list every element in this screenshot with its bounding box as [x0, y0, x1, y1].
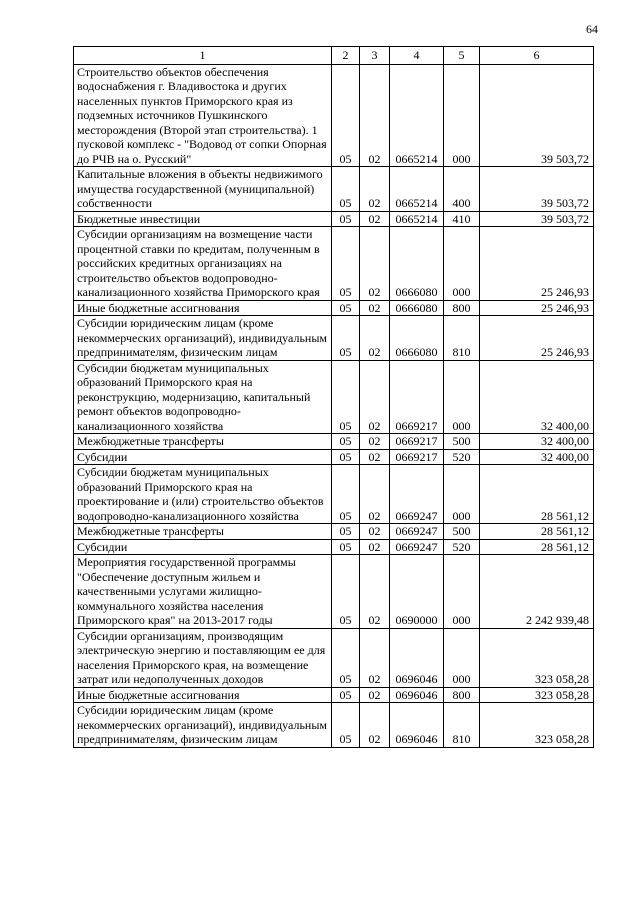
target-article-cell: 0669217 — [390, 434, 444, 450]
expense-type-cell: 000 — [444, 555, 480, 629]
subsection-code-cell: 02 — [360, 167, 390, 212]
table-row — [74, 449, 594, 465]
section-code-cell: 05 — [332, 360, 360, 434]
subsection-code-cell: 02 — [360, 703, 390, 748]
expense-type-cell: 800 — [444, 687, 480, 703]
subsection-code-cell: 02 — [360, 465, 390, 524]
row-name-cell: Субсидии организациям на возмещение части процентной ставки по кредитам, полученным в российских кредитных организациях на строительство объектов водопроводно-канализационного хозяйства Приморского края — [74, 227, 332, 301]
amount-cell: 2 242 939,48 — [480, 555, 594, 629]
table-row — [74, 360, 594, 434]
section-code-cell: 05 — [332, 687, 360, 703]
target-article-cell: 0669247 — [390, 524, 444, 540]
expense-type-cell: 400 — [444, 167, 480, 212]
expense-type-cell: 000 — [444, 64, 480, 167]
amount-cell: 28 561,12 — [480, 539, 594, 555]
amount-cell: 25 246,93 — [480, 316, 594, 361]
section-code-cell: 05 — [332, 167, 360, 212]
target-article-cell: 0665214 — [390, 211, 444, 227]
section-code-cell: 05 — [332, 434, 360, 450]
target-article-cell: 0666080 — [390, 227, 444, 301]
subsection-code-cell: 02 — [360, 227, 390, 301]
amount-cell: 25 246,93 — [480, 300, 594, 316]
row-name-cell: Иные бюджетные ассигнования — [74, 687, 332, 703]
table-row — [74, 703, 594, 748]
section-code-cell: 05 — [332, 316, 360, 361]
expense-type-cell: 410 — [444, 211, 480, 227]
section-code-cell: 05 — [332, 465, 360, 524]
table-row — [74, 300, 594, 316]
subsection-code-cell: 02 — [360, 449, 390, 465]
target-article-cell: 0669217 — [390, 360, 444, 434]
amount-cell: 28 561,12 — [480, 524, 594, 540]
target-article-cell: 0669217 — [390, 449, 444, 465]
target-article-cell: 0690000 — [390, 555, 444, 629]
amount-cell: 323 058,28 — [480, 628, 594, 687]
table-row — [74, 555, 594, 629]
target-article-cell: 0665214 — [390, 167, 444, 212]
subsection-code-cell: 02 — [360, 555, 390, 629]
expense-type-cell: 500 — [444, 434, 480, 450]
target-article-cell: 0665214 — [390, 64, 444, 167]
expense-type-cell: 000 — [444, 360, 480, 434]
row-name-cell: Субсидии юридическим лицам (кроме некоммерческих организаций), индивидуальным предпринимателям, физическим лицам — [74, 316, 332, 361]
row-name-cell: Капитальные вложения в объекты недвижимого имущества государственной (муниципальной) собственности — [74, 167, 332, 212]
table-header-row — [74, 47, 594, 65]
row-name-cell: Межбюджетные трансферты — [74, 524, 332, 540]
amount-cell: 39 503,72 — [480, 64, 594, 167]
header-cell: 4 — [390, 47, 444, 65]
amount-cell: 32 400,00 — [480, 360, 594, 434]
header-cell: 6 — [480, 47, 594, 65]
table-row — [74, 227, 594, 301]
amount-cell: 32 400,00 — [480, 449, 594, 465]
expense-type-cell: 810 — [444, 703, 480, 748]
amount-cell: 323 058,28 — [480, 687, 594, 703]
subsection-code-cell: 02 — [360, 628, 390, 687]
target-article-cell: 0666080 — [390, 316, 444, 361]
subsection-code-cell: 02 — [360, 316, 390, 361]
target-article-cell: 0696046 — [390, 687, 444, 703]
subsection-code-cell: 02 — [360, 687, 390, 703]
section-code-cell: 05 — [332, 628, 360, 687]
header-cell: 1 — [74, 47, 332, 65]
amount-cell: 39 503,72 — [480, 211, 594, 227]
target-article-cell: 0696046 — [390, 703, 444, 748]
expense-type-cell: 000 — [444, 465, 480, 524]
section-code-cell: 05 — [332, 227, 360, 301]
section-code-cell: 05 — [332, 524, 360, 540]
amount-cell: 39 503,72 — [480, 167, 594, 212]
section-code-cell: 05 — [332, 555, 360, 629]
expense-type-cell: 520 — [444, 449, 480, 465]
subsection-code-cell: 02 — [360, 64, 390, 167]
row-name-cell: Иные бюджетные ассигнования — [74, 300, 332, 316]
row-name-cell: Бюджетные инвестиции — [74, 211, 332, 227]
header-cell: 3 — [360, 47, 390, 65]
target-article-cell: 0696046 — [390, 628, 444, 687]
table-row — [74, 167, 594, 212]
row-name-cell: Строительство объектов обеспечения водоснабжения г. Владивостока и других населенных пунктов Приморского края из подземных источников Пушкинского месторождения (Второй этап строительства). 1 пусковой комплекс - "Водовод от сопки Опорная до РЧВ на о. Русский" — [74, 64, 332, 167]
subsection-code-cell: 02 — [360, 360, 390, 434]
section-code-cell: 05 — [332, 211, 360, 227]
subsection-code-cell: 02 — [360, 300, 390, 316]
row-name-cell: Мероприятия государственной программы "Обеспечение доступным жильем и качественными услугами жилищно-коммунального хозяйства населения Приморского края" на 2013-2017 годы — [74, 555, 332, 629]
subsection-code-cell: 02 — [360, 539, 390, 555]
table-row — [74, 524, 594, 540]
section-code-cell: 05 — [332, 449, 360, 465]
expense-type-cell: 000 — [444, 628, 480, 687]
header-cell: 5 — [444, 47, 480, 65]
subsection-code-cell: 02 — [360, 434, 390, 450]
section-code-cell: 05 — [332, 64, 360, 167]
budget-table — [73, 46, 594, 748]
expense-type-cell: 520 — [444, 539, 480, 555]
table-row — [74, 211, 594, 227]
amount-cell: 323 058,28 — [480, 703, 594, 748]
amount-cell: 25 246,93 — [480, 227, 594, 301]
expense-type-cell: 810 — [444, 316, 480, 361]
row-name-cell: Субсидии — [74, 539, 332, 555]
amount-cell: 32 400,00 — [480, 434, 594, 450]
section-code-cell: 05 — [332, 703, 360, 748]
row-name-cell: Межбюджетные трансферты — [74, 434, 332, 450]
section-code-cell: 05 — [332, 539, 360, 555]
amount-cell: 28 561,12 — [480, 465, 594, 524]
row-name-cell: Субсидии бюджетам муниципальных образований Приморского края на проектирование и (или) строительство объектов водопроводно-канализационного хозяйства — [74, 465, 332, 524]
row-name-cell: Субсидии — [74, 449, 332, 465]
expense-type-cell: 500 — [444, 524, 480, 540]
table-row — [74, 628, 594, 687]
target-article-cell: 0669247 — [390, 465, 444, 524]
table-row — [74, 687, 594, 703]
subsection-code-cell: 02 — [360, 524, 390, 540]
target-article-cell: 0669247 — [390, 539, 444, 555]
table-body — [74, 47, 594, 748]
table-row — [74, 465, 594, 524]
target-article-cell: 0666080 — [390, 300, 444, 316]
expense-type-cell: 800 — [444, 300, 480, 316]
page-number: 64 — [586, 22, 598, 36]
table-row — [74, 434, 594, 450]
table-row — [74, 316, 594, 361]
row-name-cell: Субсидии бюджетам муниципальных образований Приморского края на реконструкцию, модернизацию, капитальный ремонт объектов водопроводно-канализационного хозяйства — [74, 360, 332, 434]
row-name-cell: Субсидии юридическим лицам (кроме некоммерческих организаций), индивидуальным предпринимателям, физическим лицам — [74, 703, 332, 748]
table-row — [74, 539, 594, 555]
table-row — [74, 64, 594, 167]
expense-type-cell: 000 — [444, 227, 480, 301]
header-cell: 2 — [332, 47, 360, 65]
row-name-cell: Субсидии организациям, производящим электрическую энергию и поставляющим ее для населения Приморского края, на возмещение затрат или недополученных доходов — [74, 628, 332, 687]
section-code-cell: 05 — [332, 300, 360, 316]
subsection-code-cell: 02 — [360, 211, 390, 227]
